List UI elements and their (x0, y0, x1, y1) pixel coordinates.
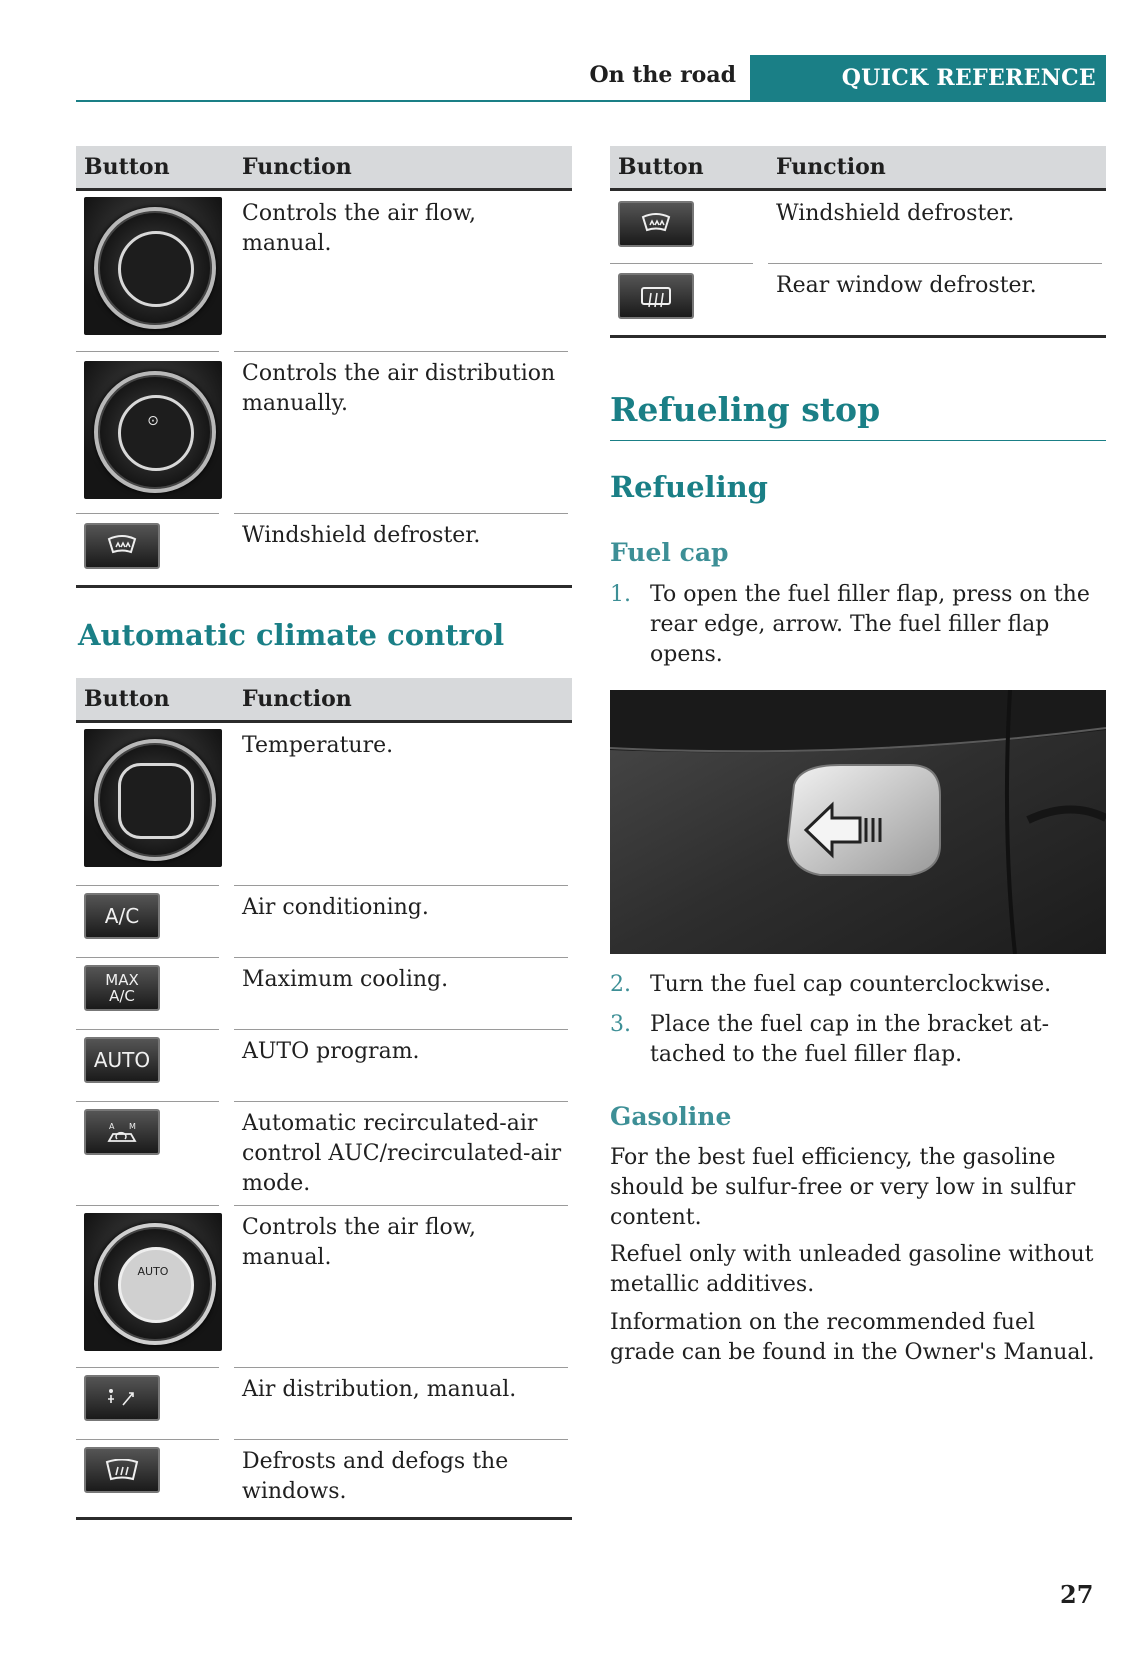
auto-button-icon: AUTO (84, 1037, 160, 1083)
fuel-filler-flap-photo (610, 690, 1106, 954)
defrost-defog-icon (84, 1447, 160, 1493)
table-row (76, 1367, 572, 1439)
paragraph: For the best fuel efficiency, the gasoline should be sulfur-free or very low in sulfur content. (610, 1145, 1076, 1230)
automatic-controls-table (76, 678, 572, 1520)
column-header-function: Function (242, 686, 352, 712)
function-text: Controls the air distribution manually. (242, 361, 556, 416)
function-text: Defrosts and defogs the windows. (242, 1449, 509, 1504)
function-text: Maximum cooling. (242, 967, 449, 992)
function-text: Rear window defroster. (776, 273, 1037, 298)
table-row (76, 1205, 572, 1367)
table-row (76, 885, 572, 957)
manual-controls-table (76, 146, 572, 588)
table-header (610, 146, 1106, 191)
heading-gasoline: Gasoline (610, 1102, 732, 1131)
table-header (76, 146, 572, 191)
max-ac-button-icon: MAX A/C (84, 965, 160, 1011)
header-rule (76, 100, 1106, 102)
function-text: Air conditioning. (242, 895, 429, 920)
paragraph: Information on the recommended fuel grade can be found in the Owner's Manual. (610, 1310, 1095, 1365)
section-title-automatic-climate: Automatic climate control (78, 618, 505, 652)
column-header-function: Function (776, 154, 886, 180)
table-row (76, 191, 572, 351)
table-row (76, 351, 572, 513)
function-text: Air distribution, manual. (242, 1377, 517, 1402)
paragraph: Refuel only with unleaded gasoline without metallic additives. (610, 1242, 1094, 1297)
windshield-defroster-icon (84, 523, 160, 569)
table-row (76, 957, 572, 1029)
heading-rule (610, 440, 1106, 441)
function-text: Windshield defroster. (776, 201, 1015, 226)
heading-fuel-cap: Fuel cap (610, 538, 729, 567)
list-item: 3. Place the fuel cap in the bracket at-tached to the fuel filler flap. (610, 1012, 1050, 1067)
rear-window-defroster-icon (618, 273, 694, 319)
function-text: Automatic recirculated-air control AUC/recirculated-air mode. (242, 1111, 562, 1196)
windshield-defroster-icon (618, 201, 694, 247)
svg-text:A: A (109, 1122, 115, 1131)
table-row (76, 1101, 572, 1205)
column-header-function: Function (242, 154, 352, 180)
heading-refueling: Refueling (610, 470, 768, 504)
column-header-button: Button (84, 686, 170, 712)
table-header (76, 678, 572, 723)
svg-text:M: M (129, 1122, 136, 1131)
function-text: AUTO program. (242, 1039, 420, 1064)
auto-air-flow-knob-icon: AUTO (84, 1213, 222, 1351)
function-text: Temperature. (242, 733, 394, 758)
defroster-table (610, 146, 1106, 338)
list-item: 1. To open the fuel filler flap, press on the rear edge, arrow. The fuel filler flap opens. (610, 582, 1090, 667)
temperature-knob-icon (84, 729, 222, 867)
list-item: 2. Turn the fuel cap counterclockwise. (610, 972, 1052, 997)
table-row (610, 191, 1106, 263)
table-row (76, 723, 572, 885)
function-text: Windshield defroster. (242, 523, 481, 548)
air-flow-knob-icon (84, 197, 222, 335)
header-section: On the road (589, 62, 736, 88)
recirculation-icon (84, 1109, 160, 1155)
table-row (610, 263, 1106, 335)
air-distribution-knob-icon: ⊙ (84, 361, 222, 499)
column-header-button: Button (618, 154, 704, 180)
header-chapter-tab: QUICK REFERENCE (750, 55, 1106, 101)
table-row (76, 1029, 572, 1101)
table-row (76, 1439, 572, 1517)
ac-button-icon: A/C (84, 893, 160, 939)
table-row (76, 513, 572, 585)
column-header-button: Button (84, 154, 170, 180)
page-number: 27 (1060, 1580, 1094, 1609)
function-text: Controls the air flow, manual. (242, 201, 476, 256)
heading-refueling-stop: Refueling stop (610, 390, 881, 429)
function-text: Controls the air flow, manual. (242, 1215, 476, 1270)
air-distribution-icon (84, 1375, 160, 1421)
